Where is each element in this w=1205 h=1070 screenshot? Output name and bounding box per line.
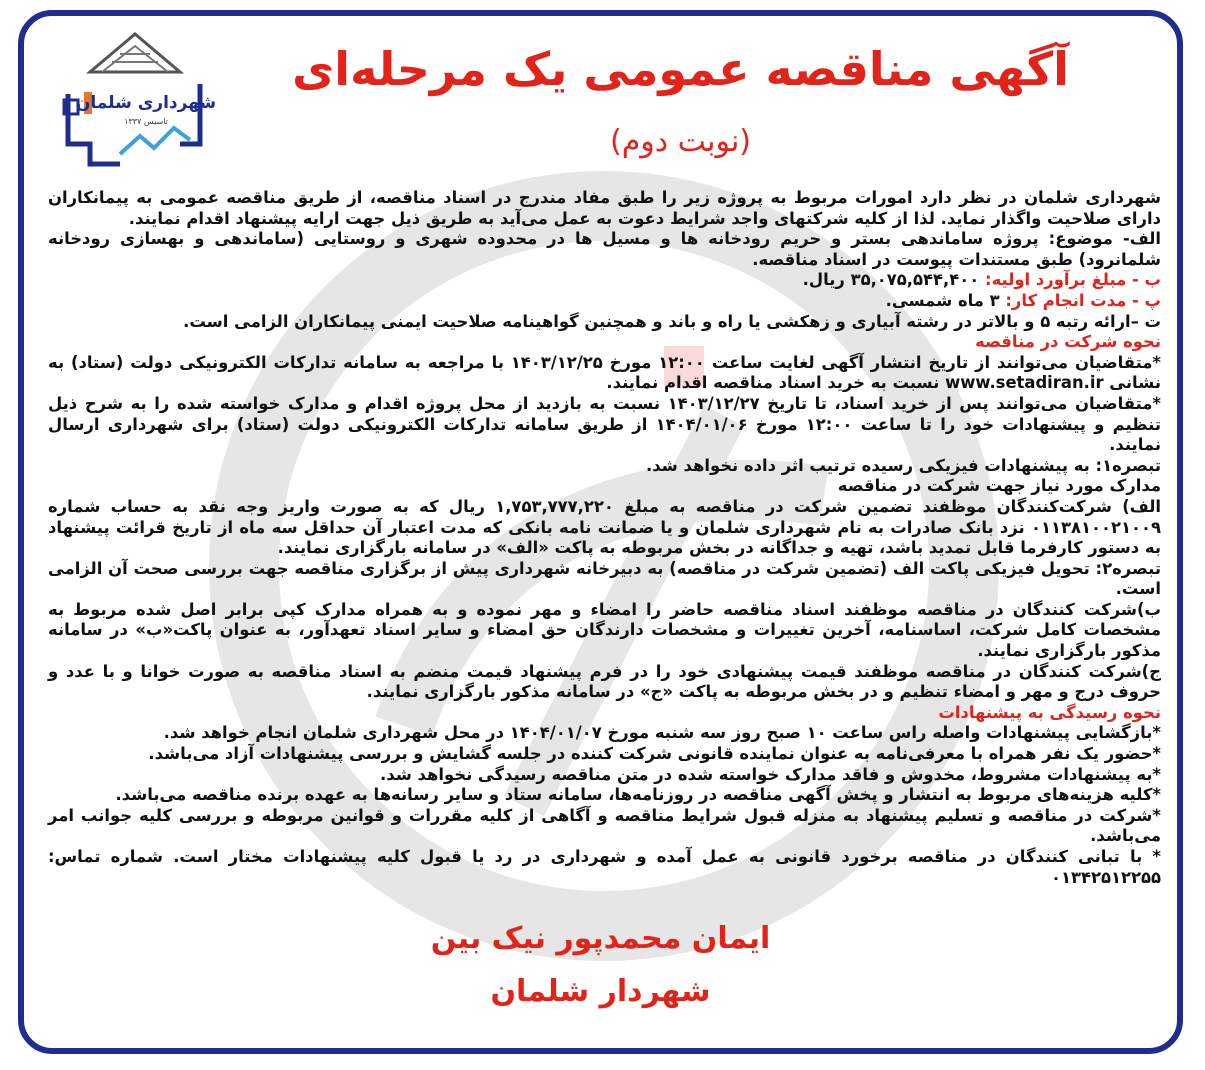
estimate-value: ۳۵,۰۷۵,۵۴۴,۴۰۰ ریال.	[802, 270, 986, 290]
note-1: تبصره۱: به پیشنهادات فیزیکی رسیده ترتیب اثر داده نخواهد شد.	[645, 455, 1161, 475]
notice-subtitle: (نوبت دوم)	[609, 124, 752, 159]
review-item-4: *کلیه هزینه‌های مربوط به انتشار و پخش آگهی مناقصه در روزنامه‌ها، سامانه ستاد و سایر رسانه‌ها به عهده برنده مناقصه می‌باشد.	[115, 785, 1161, 805]
intro-paragraph: شهرداری شلمان در نظر دارد امورات مربوط به پروژه زیر را طبق مفاد مندرج در اسناد مناقصه، از طریق مناقصه عمومی به پیمانکاران دارای صلاحیت واگذار نماید. لذا از کلیه شرکتهای واجد شرایط دعوت به عمل می‌آید به طریق ذیل جهت ارایه پیشنهاد اقدام نمایند.	[48, 188, 1161, 228]
review-item-1: *بازگشایی پیشنهادات واصله راس ساعت ۱۰ صبح روز سه شنبه مورخ ۱۴۰۴/۰۱/۰۷ در محل شهرداری شلمان انجام خواهد شد.	[163, 723, 1161, 743]
signatory-name: ایمان محمدپور نیک بین	[430, 921, 771, 956]
qualification-paragraph: ت –ارائه رتبه ۵ و بالاتر در رشته آبیاری و زهکشی یا راه و باند و همچنین گواهینامه صلاحیت ایمنی پیمانکاران الزامی است.	[183, 311, 1161, 331]
duration-value: ۳ ماه شمسی.	[885, 290, 1006, 310]
estimate-line	[48, 270, 1161, 291]
participation-text-1: *متقاضیان می‌توانند از تاریخ انتشار آگهی لغایت ساعت ۱۲:۰۰ مورخ ۱۴۰۳/۱۲/۲۵ با مراجعه به سامانه تدارکات الکترونیکی دولت (ستاد) به نشانی	[48, 352, 1161, 393]
docs-item-a: الف) شرکت‌کنندگان موظفند تضمین شرکت در مناقصه به مبلغ ۱,۷۵۳,۷۷۷,۲۲۰ ریال که به صورت واریز وجه نقد به حساب شماره ۰۱۱۳۸۱۰۰۲۱۰۰۹ نزد بانک صادرات به نام شهرداری شلمان و یا ضمانت نامه بانکی که مدت اعتبار آن حداقل سه ماه از تاریخ قرائت پیشنهاد به دستور کارفرما قابل تمدید باشد، تهیه و جداگانه در بخش مربوطه به پاکت «الف» در سامانه بارگزاری نمایند.	[48, 496, 1161, 558]
docs-item-b: ب)شرکت کنندگان در مناقصه موظفند اسناد مناقصه حاضر را امضاء و مهر نموده و به همراه مدارک کپی برابر اصل شده مربوط به مشخصات کامل شرکت، اساسنامه، آخرین تغییرات و مشخصات دارندگان حق امضاء و سایر اسناد تعهدآور، به عنوان پاکت«ب» در سامانه مذکور بارگزاری نمایند.	[48, 599, 1161, 661]
subject-paragraph: الف- موضوع: پروژه ساماندهی بستر و حریم رودخانه ها و مسیل ها در محدوده شهری و روستایی (ساماندهی و بهسازی رودخانه شلمانرود) طبق مستندات پیوست در اسناد مناقصه.	[48, 229, 1161, 269]
notice-title: آگهی مناقصه عمومی یک مرحله‌ای	[292, 42, 1069, 96]
docs-heading: مدارک مورد نیاز جهت شرکت در مناقصه	[837, 476, 1161, 496]
participation-paragraph-1	[48, 353, 1161, 394]
website-link[interactable]: www.setadiran.ir	[945, 373, 1104, 393]
note-2: تبصره۲: تحویل فیزیکی پاکت الف (تضمین شرکت در مناقصه) به دبیرخانه شهرداری پیش از برگزاری مناقصه جهت بررسی صحت آن الزامی است.	[48, 558, 1161, 599]
review-heading: نحوه رسیدگی به پیشنهادات	[938, 702, 1161, 722]
logo-est-text: تاسیس ۱۳۳۷	[124, 117, 168, 126]
duration-line	[48, 291, 1161, 312]
participation-heading: نحوه شرکت در مناقصه	[975, 332, 1161, 352]
notice-body	[48, 188, 1161, 888]
participation-text-1-end: نسبت به خرید اسناد مناقصه اقدام نمایند.	[606, 373, 946, 393]
docs-item-c: ج)شرکت کنندگان در مناقصه موظفند قیمت پیشنهادی خود را در فرم پیشنهاد قیمت منضم به اسناد مناقصه به صورت خوانا و با عدد و حروف درج و مهر و امضاء تنظیم و در بخش مربوطه به پاکت «ج» در سامانه مذکور بارگزاری نمایند.	[48, 661, 1161, 702]
review-item-2: *حضور یک نفر همراه با معرفی‌نامه به عنوان نماینده قانونی شرکت کننده در جلسه گشایش و بررسی پیشنهادات آزاد می‌باشد.	[148, 744, 1161, 764]
logo-name-text: شهرداری شلمان	[75, 93, 217, 113]
notice-frame	[18, 10, 1183, 1054]
review-item-5: *شرکت در مناقصه و تسلیم پیشنهاد به منزله قبول شرایط مناقصه و آگاهی از کلیه مقررات و قوانین مربوطه و بررسی کلیه جوانب امر می‌باشد.	[48, 805, 1161, 846]
participation-paragraph-2: *متقاضیان می‌توانند پس از خرید اسناد، تا تاریخ ۱۴۰۳/۱۲/۲۷ نسبت به بازدید از محل پروژه اقدام و مدارک خواسته شده را به شرح ذیل تنظیم و پیشنهادات خود را تا ساعت ۱۲:۰۰ مورخ ۱۴۰۴/۰۱/۰۶ از طریق سامانه تدارکات الکترونیکی دولت (ستاد) برای شهرداری ارسال نمایند.	[48, 393, 1161, 455]
review-item-6: * با تبانی کنندگان در مناقصه برخورد قانونی به عمل آمده و شهرداری در رد یا قبول کلیه پیشنهادات مختار است. شماره تماس: ۰۱۳۴۲۵۱۲۲۵۵	[48, 847, 1161, 887]
municipality-logo	[50, 24, 220, 174]
estimate-label: ب - مبلغ برآورد اولیه:	[985, 270, 1161, 290]
duration-label: پ - مدت انجام کار:	[1005, 290, 1161, 310]
review-item-3: *به پیشنهادات مشروط، مخدوش و فاقد مدارک خواسته شده در متن مناقصه رسیدگی نخواهد شد.	[380, 764, 1161, 784]
signatory-position: شهردار شلمان	[490, 974, 711, 1009]
